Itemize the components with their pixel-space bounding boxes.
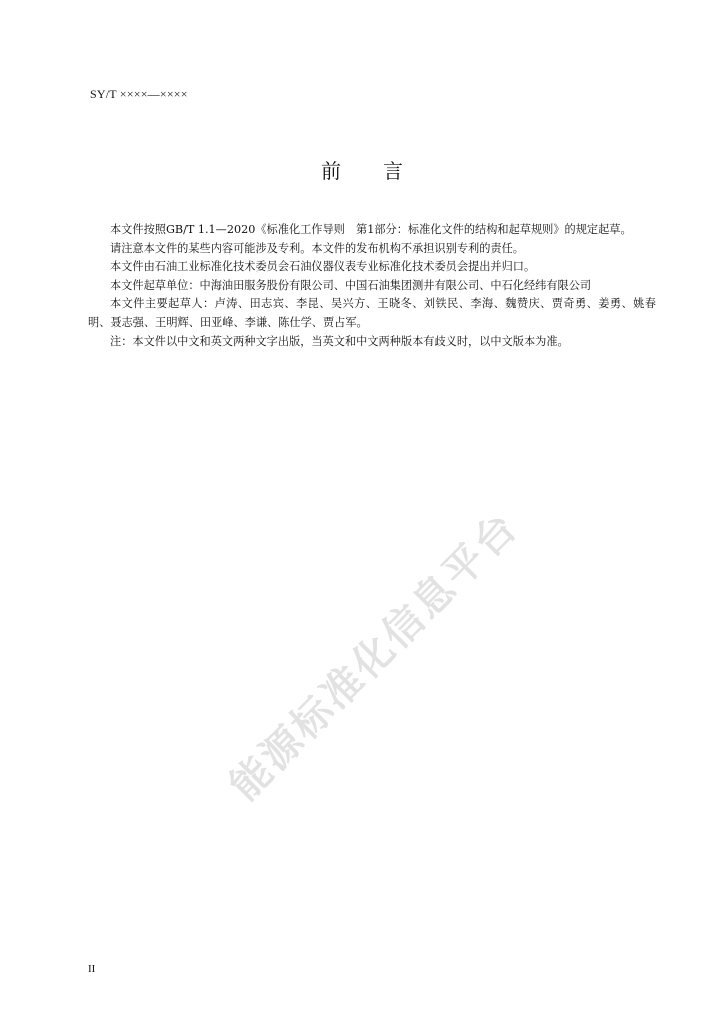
paragraph-patent-notice: 请注意本文件的某些内容可能涉及专利。本文件的发布机构不承担识别专利的责任。 xyxy=(110,241,524,255)
foreword-body xyxy=(88,221,656,351)
page-title-char-1: 前 xyxy=(321,159,341,183)
paragraph-proposed-by: 本文件由石油工业标准化技术委员会石油仪器仪表专业标准化技术委员会提出并归口。 xyxy=(110,260,536,274)
page-title xyxy=(0,155,724,184)
document-code: SY/T ××××—×××× xyxy=(90,87,188,101)
paragraph-language-note: 注：本文件以中文和英文两种文字出版，当英文和中文两种版本有歧义时，以中文版本为准。 xyxy=(110,334,569,348)
page-title-char-2: 言 xyxy=(383,159,403,183)
paragraph-drafting-units: 本文件起草单位：中海油田服务股份有限公司、中国石油集团测井有限公司、中石化经纬有限公司 xyxy=(110,278,592,292)
page-number: II xyxy=(88,963,96,975)
paragraph-drafting-rules: 本文件按照GB/T 1.1—2020《标准化工作导则 第1部分：标准化文件的结构和起草规则》的规定起草。 xyxy=(110,223,632,236)
paragraph-drafters: 本文件主要起草人：卢涛、田志宾、李昆、吴兴方、王晓冬、刘铁民、李海、魏赞庆、贾奇勇、姜勇、姚春明、聂志强、王明辉、田亚峰、李谦、陈仕学、贾占军。 xyxy=(88,297,656,329)
watermark: 能源标准化信息平台 xyxy=(221,503,528,810)
